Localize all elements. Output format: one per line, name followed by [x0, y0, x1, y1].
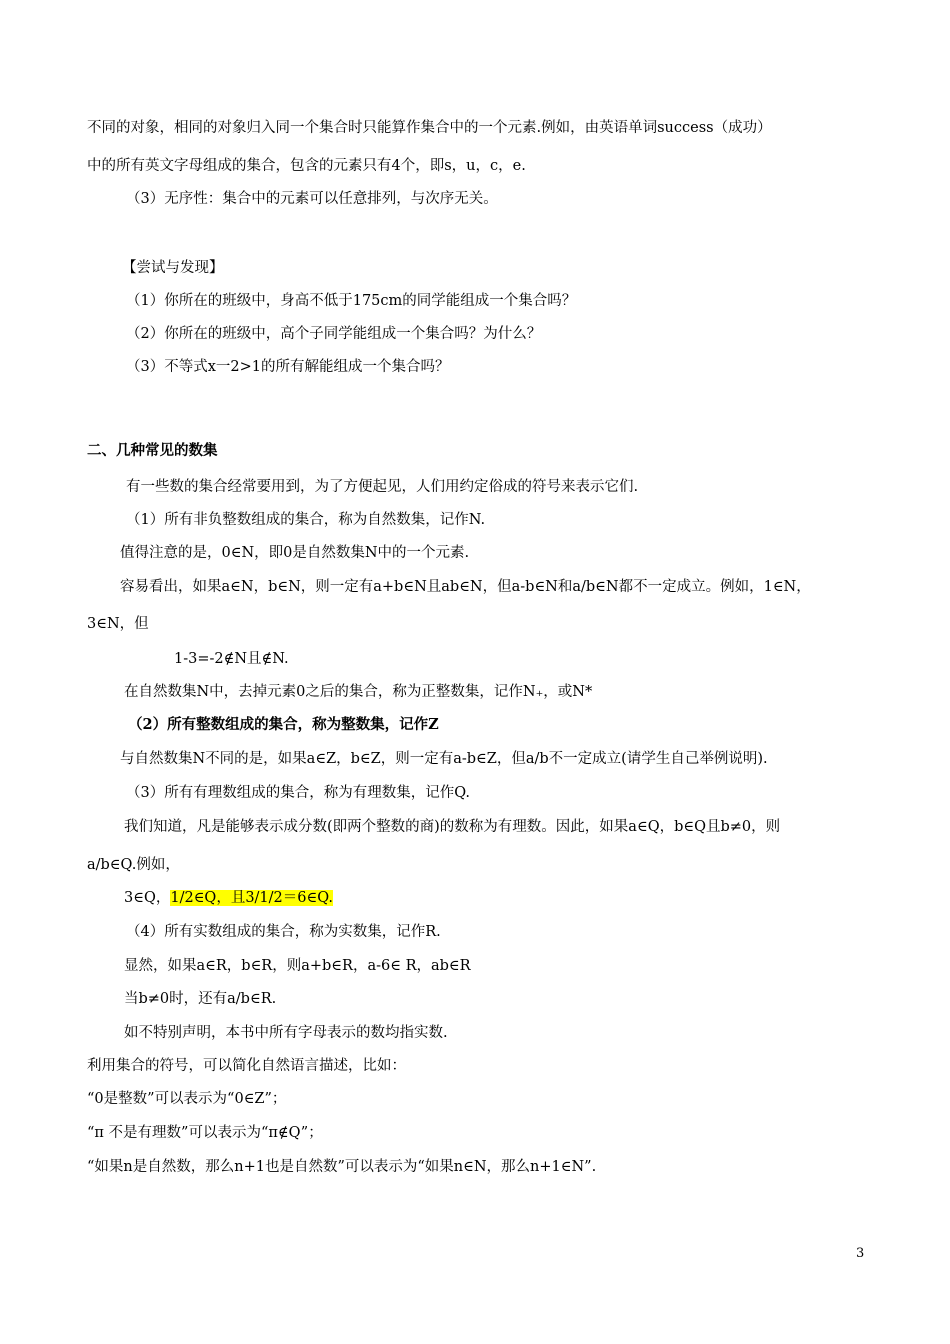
- text-line: “π 不是有理数”可以表示为“π∉Q”；: [87, 1125, 323, 1141]
- text-line: 在自然数集N中，去掉元素0之后的集合，称为正整数集，记作N₊，或N*: [124, 684, 593, 700]
- section-heading-try-discover: 【尝试与发现】: [122, 260, 224, 276]
- text-line: 当b≠0时，还有a/b∈R.: [124, 991, 277, 1007]
- page-number: 3: [856, 1246, 865, 1261]
- formula-line: 1-3=-2∉N且∉N.: [174, 651, 289, 667]
- text-line: （1）所有非负整数组成的集合，称为自然数集，记作N.: [126, 512, 486, 528]
- text-line: 不同的对象，相同的对象归入同一个集合时只能算作集合中的一个元素.例如，由英语单词success（成功）: [87, 120, 772, 136]
- text-line: （3）所有有理数组成的集合，称为有理数集，记作Q.: [126, 785, 470, 801]
- text-line: 如不特别声明，本书中所有字母表示的数均指实数.: [124, 1025, 448, 1041]
- text-line: （4）所有实数组成的集合，称为实数集，记作R.: [126, 924, 441, 940]
- text-line: 3∈N，但: [87, 616, 149, 632]
- text-line: （1）你所在的班级中，身高不低于175cm的同学能组成一个集合吗？: [126, 293, 577, 309]
- text-line: 利用集合的符号，可以简化自然语言描述，比如：: [87, 1058, 406, 1074]
- text-line: “0是整数”可以表示为“0∈Z”；: [87, 1091, 287, 1107]
- text-line: （3）不等式x一2>1的所有解能组成一个集合吗？: [126, 359, 450, 375]
- text-line: a/b∈Q.例如，: [87, 857, 180, 873]
- text-line: “如果n是自然数，那么n+1也是自然数”可以表示为“如果n∈N，那么n+1∈N”.: [87, 1159, 597, 1175]
- text-line: （2）所有整数组成的集合，称为整数集，记作Z: [128, 716, 439, 733]
- text-line: 中的所有英文字母组成的集合，包含的元素只有4个，即s，u，c，e.: [87, 158, 526, 174]
- text-line: （2）你所在的班级中，高个子同学能组成一个集合吗？为什么？: [126, 326, 542, 342]
- text-line: 与自然数集N不同的是，如果a∈Z，b∈Z，则一定有a-b∈Z，但a/b不一定成立(请学生自己举例说明).: [120, 751, 768, 767]
- section-heading-number-sets: 二、几种常见的数集: [87, 442, 218, 459]
- text-line: 显然，如果a∈R，b∈R，则a+b∈R，a-6∈ R，ab∈R: [124, 958, 471, 974]
- text-line: 我们知道，凡是能够表示成分数(即两个整数的商)的数称为有理数。因此，如果a∈Q，b∈Q且b≠0，则: [124, 819, 781, 835]
- formula-line: [124, 888, 333, 908]
- text-line: 容易看出，如果a∈N，b∈N，则一定有a+b∈N且ab∈N，但a-b∈N和a/b∈N都不一定成立。例如，1∈N，: [120, 579, 811, 595]
- text-line: 值得注意的是，0∈N，即0是自然数集N中的一个元素.: [120, 545, 470, 561]
- text-line: 有一些数的集合经常要用到，为了方便起见，人们用约定俗成的符号来表示它们.: [126, 479, 639, 495]
- formula-part: 3∈Q，: [124, 890, 171, 906]
- highlighted-formula: 1/2∈Q，且3/1/2＝6∈Q.: [170, 890, 333, 906]
- text-line: （3）无序性：集合中的元素可以任意排列，与次序无关。: [126, 191, 498, 207]
